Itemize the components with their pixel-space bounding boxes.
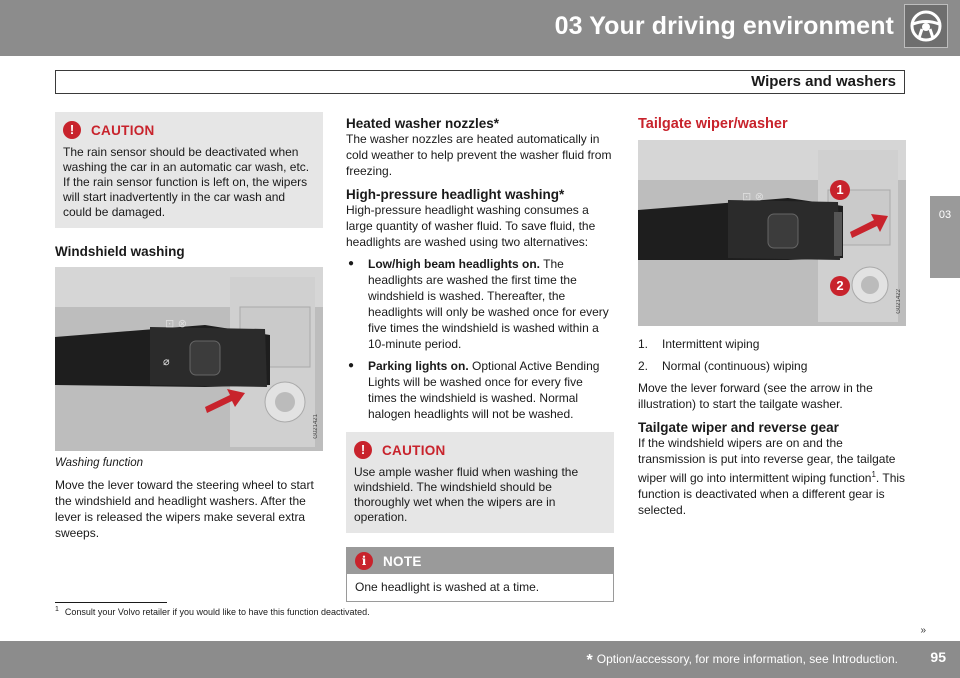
option-note: * Option/accessory, for more information, see Introduction. — [586, 652, 898, 669]
section-bar — [55, 70, 905, 94]
column-2 — [346, 112, 614, 602]
page-number: 95 — [930, 649, 946, 665]
chapter-side-tab[interactable] — [930, 196, 960, 278]
heading-headlight-washing: High-pressure headlight washing* — [346, 187, 565, 202]
caution-header — [63, 118, 315, 142]
note-text: One headlight is washed at a time. — [355, 580, 540, 594]
caution-label: CAUTION — [91, 122, 155, 138]
chapter-icon-box — [904, 4, 948, 48]
footnote-rule — [55, 602, 167, 603]
list-item: 2. Normal (continuous) wiping — [638, 359, 808, 373]
heated-nozzles-text: The washer nozzles are heated automatically in cold weather to help prevent the washer fluid from freezing. — [346, 132, 612, 178]
info-icon: i — [355, 552, 373, 570]
footer-band — [0, 641, 960, 678]
caution-box-rain-sensor — [55, 112, 323, 228]
chapter-title: 03 Your driving environment — [554, 12, 894, 40]
caution-box-washer-fluid — [346, 432, 614, 533]
heading-heated-nozzles: Heated washer nozzles* — [346, 116, 500, 131]
headlight-washing-text: High-pressure headlight washing consumes a large quantity of washer fluid. To save fluid, the headlights are washed using two alternatives: — [346, 203, 596, 249]
caution-text: The rain sensor should be deactivated when washing the car in an automatic car wash, etc. If the rain sensor function is left on, the wipers will start inadvertently in the car wash and could be damaged. — [63, 145, 310, 219]
list-item: ● Low/high beam headlights on. The headlights are washed the first time the windshield is washed. Thereafter, the headlights will only be washed once for every five times the windshield is washed within a 10-minute period. — [346, 256, 614, 352]
tailgate-steps-list — [638, 336, 906, 374]
svg-text:⊡ ⊗: ⊡ ⊗ — [165, 317, 187, 330]
list-item: 1. Intermittent wiping — [638, 337, 760, 351]
steering-wheel-icon — [909, 9, 943, 43]
photo-caption: Washing function — [55, 457, 144, 469]
list-item: ● Parking lights on. Optional Active Bending Lights will be washed once for every five times the windshield is washed. Normal halogen headlights will not be washed. — [346, 358, 614, 422]
headlight-alternatives-list — [346, 256, 614, 422]
photo-tailgate-wiper — [638, 140, 906, 326]
caution-text: Use ample washer fluid when washing the windshield. The windshield should be thoroughly wet when the wipers are in operation. — [354, 465, 579, 524]
tailgate-washer-text: Move the lever forward (see the arrow in the illustration) to start the tailgate washer. — [638, 381, 873, 411]
photo-washing-function — [55, 267, 323, 451]
marker-1: 1 — [830, 180, 850, 200]
warning-icon: ! — [63, 121, 81, 139]
heading-tailgate-wiper: Tailgate wiper/washer — [638, 116, 788, 132]
svg-text:⌀: ⌀ — [163, 355, 170, 368]
photo-code: G021421 — [313, 414, 319, 439]
footnote: $^1$ Consult your Volvo retailer if you would like to have this function deactivated. — [55, 606, 370, 617]
reverse-gear-text: If the windshield wipers are on and the transmission is put into reverse gear, the tailgate wiper will go into intermittent wiping function$^1$. This function is deactivated when a different gear is selected. — [638, 436, 906, 517]
heading-windshield-washing: Windshield washing — [55, 244, 185, 259]
photo-code: G021422 — [896, 289, 902, 314]
caution-label: CAUTION — [382, 442, 446, 458]
windshield-washing-text: Move the lever toward the steering wheel to start the windshield and headlight washers. After the lever is released the wipers make several extra sweeps. — [55, 478, 314, 540]
heading-reverse-gear: Tailgate wiper and reverse gear — [638, 420, 839, 435]
column-1 — [55, 112, 323, 541]
note-label: NOTE — [383, 553, 422, 569]
next-page-arrows: » — [920, 625, 924, 636]
side-tab-label: 03 — [938, 209, 952, 221]
note-header — [347, 548, 613, 574]
section-title: Wipers and washers — [751, 73, 896, 90]
svg-text:⊡ ⊗: ⊡ ⊗ — [742, 190, 764, 203]
column-3 — [638, 112, 906, 518]
caution-header — [354, 438, 606, 462]
note-box — [346, 547, 614, 602]
header-band — [0, 0, 960, 56]
marker-2: 2 — [830, 276, 850, 296]
warning-icon: ! — [354, 441, 372, 459]
